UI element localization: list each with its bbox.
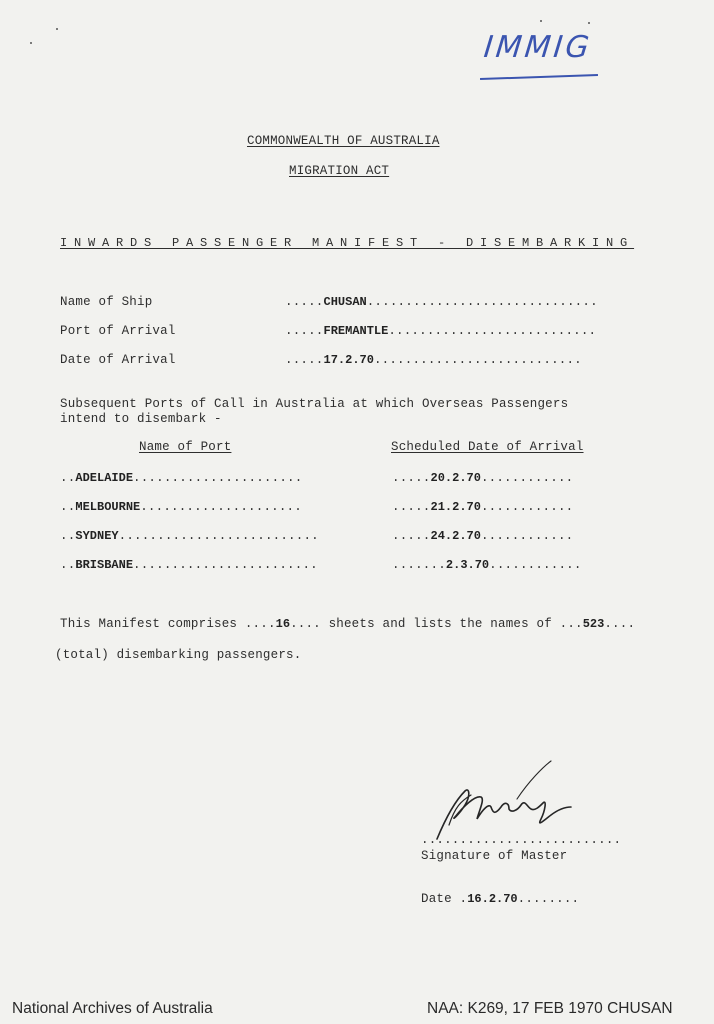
- date-row-4: .......2.3.70............: [392, 558, 582, 572]
- port-name: SYDNEY: [75, 529, 119, 543]
- date-label: Date of Arrival: [60, 353, 176, 367]
- signature-date-label: Date: [421, 892, 452, 906]
- ship-label: Name of Ship: [60, 295, 153, 309]
- sheets-count: 16: [275, 617, 291, 631]
- signature-date: Date .16.2.70........: [421, 892, 580, 906]
- port-field: .....FREMANTLE...........................: [285, 324, 597, 338]
- footer-reference: NAA: K269, 17 FEB 1970 CHUSAN: [427, 1000, 673, 1017]
- signature-label: Signature of Master: [421, 849, 568, 863]
- manifest-total-line: (total) disembarking passengers.: [55, 648, 302, 662]
- ship-value: CHUSAN: [323, 295, 367, 309]
- header-commonwealth: COMMONWEALTH OF AUSTRALIA: [247, 134, 440, 148]
- col-name-of-port: Name of Port: [139, 440, 232, 454]
- document-title: INWARDS PASSENGER MANIFEST - DISEMBARKING: [60, 236, 635, 250]
- passenger-count: 523: [582, 617, 605, 631]
- signature-date-value: 16.2.70: [467, 892, 518, 906]
- date-row-3: .....24.2.70............: [392, 529, 574, 543]
- port-date: 2.3.70: [445, 558, 490, 572]
- header-migration-act: MIGRATION ACT: [289, 164, 390, 178]
- date-value: 17.2.70: [323, 353, 374, 367]
- handwritten-underline: [480, 74, 598, 80]
- port-value: FREMANTLE: [323, 324, 389, 338]
- signature-dotted-line: ..........................: [421, 833, 622, 847]
- col-scheduled-date: Scheduled Date of Arrival: [391, 440, 584, 454]
- date-field: .....17.2.70...........................: [285, 353, 582, 367]
- port-row-3: ..SYDNEY..........................: [60, 529, 319, 543]
- date-row-1: .....20.2.70............: [392, 471, 574, 485]
- port-row-4: ..BRISBANE........................: [60, 558, 318, 572]
- port-date: 24.2.70: [430, 529, 481, 543]
- manifest-text: sheets and lists the names of: [328, 617, 552, 631]
- ship-field: .....CHUSAN..............................: [285, 295, 598, 309]
- port-row-2: ..MELBOURNE.....................: [60, 500, 302, 514]
- port-name: MELBOURNE: [75, 500, 141, 514]
- port-date: 21.2.70: [430, 500, 481, 514]
- handwritten-tag: IMMIG: [482, 30, 594, 65]
- manifest-line: This Manifest comprises ....16.... sheets and lists the names of ...523....: [60, 617, 636, 631]
- port-name: BRISBANE: [75, 558, 134, 572]
- port-name: ADELAIDE: [75, 471, 134, 485]
- date-row-2: .....21.2.70............: [392, 500, 574, 514]
- subsequent-ports-text: Subsequent Ports of Call in Australia at which Overseas Passengers intend to disembark -: [60, 397, 569, 426]
- port-label: Port of Arrival: [60, 324, 176, 338]
- speck: [540, 20, 542, 22]
- speck: [56, 28, 58, 30]
- speck: [30, 42, 32, 44]
- port-date: 20.2.70: [430, 471, 481, 485]
- manifest-text: This Manifest comprises: [60, 617, 238, 631]
- port-row-1: ..ADELAIDE......................: [60, 471, 303, 485]
- footer-archives: National Archives of Australia: [12, 1000, 213, 1017]
- speck: [588, 22, 590, 24]
